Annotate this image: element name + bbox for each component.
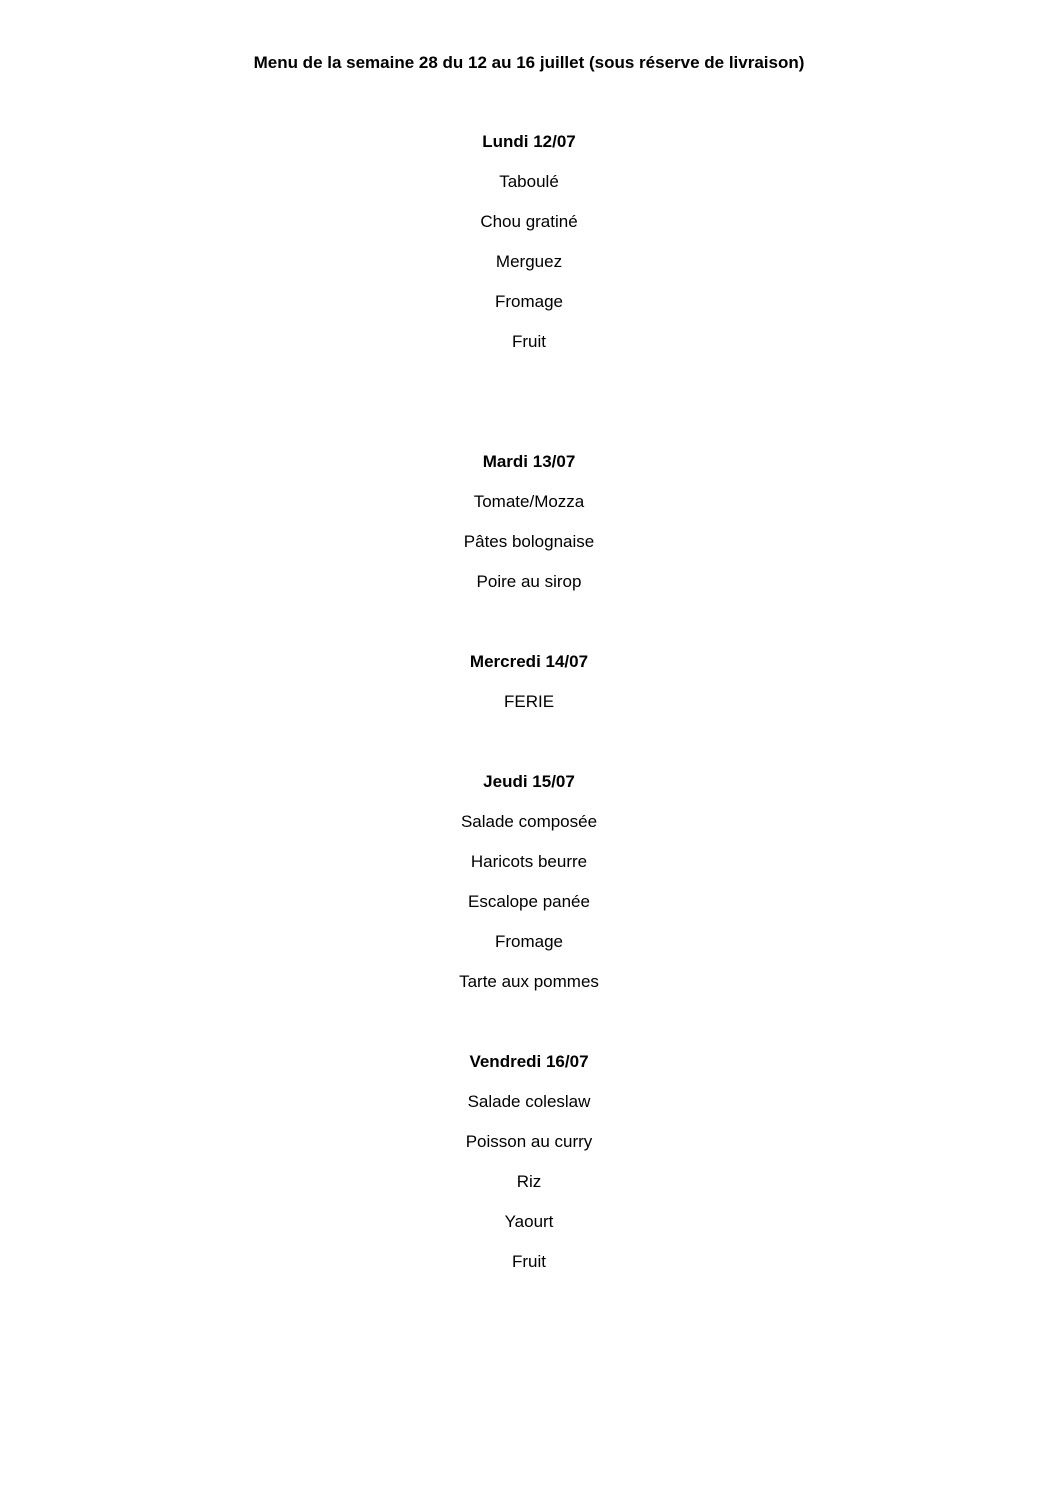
menu-item: FERIE [503, 692, 555, 711]
menu-item: Fruit [512, 1252, 546, 1271]
menu-item: Fromage [494, 932, 564, 951]
day-heading: Jeudi 15/07 [483, 772, 575, 791]
menu-item: Salade composée [460, 812, 598, 831]
menu-item: Escalope panée [468, 892, 590, 911]
menu-item: Fromage [494, 292, 564, 311]
menu-item: Tarte aux pommes [459, 972, 599, 991]
day-heading: Mercredi 14/07 [469, 652, 589, 671]
menu-item: Chou gratiné [480, 212, 578, 231]
menu-item: Riz [516, 1172, 542, 1191]
day-heading: Lundi 12/07 [482, 132, 576, 151]
day-heading: Mardi 13/07 [482, 452, 576, 471]
menu-item: Pâtes bolognaise [463, 532, 595, 551]
day-heading: Vendredi 16/07 [469, 1052, 589, 1071]
menu-item: Poire au sirop [476, 572, 582, 591]
menu-item: Poisson au curry [465, 1132, 593, 1151]
menu-item: Yaourt [504, 1212, 554, 1231]
page-title: Menu de la semaine 28 du 12 au 16 juillet (sous réserve de livraison) [253, 53, 805, 72]
menu-item: Taboulé [499, 172, 559, 191]
menu-item: Haricots beurre [470, 852, 588, 871]
menu-item: Fruit [512, 332, 546, 351]
menu-item: Tomate/Mozza [473, 492, 585, 511]
menu-item: Salade coleslaw [467, 1092, 591, 1111]
menu-item: Merguez [495, 252, 563, 271]
